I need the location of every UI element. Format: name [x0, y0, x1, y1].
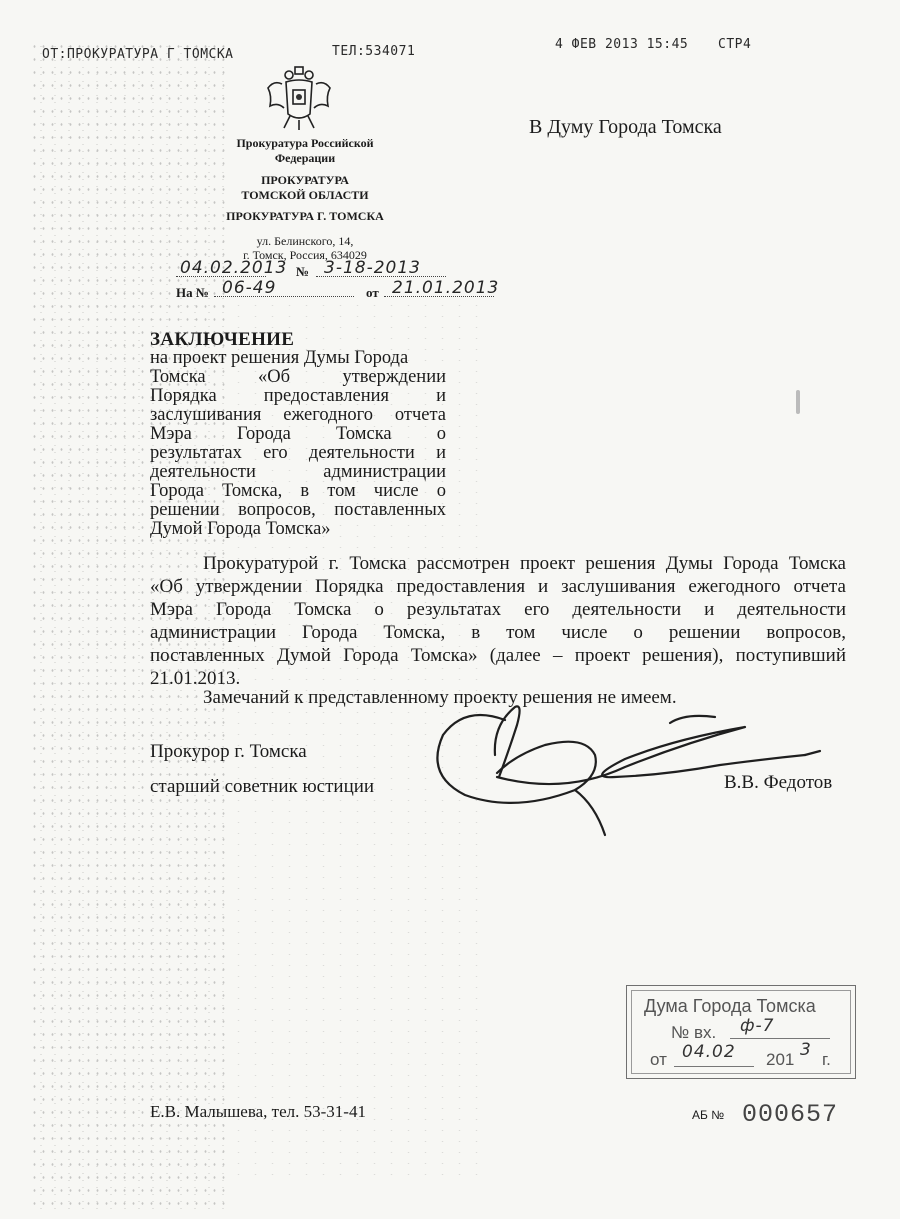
outgoing-number-sign: № — [296, 264, 310, 279]
coat-of-arms-icon — [264, 66, 334, 132]
signature-icon — [425, 695, 875, 845]
conclusion-line: заслушивания ежегодного отчета — [150, 405, 446, 425]
outgoing-number: 3-18-2013 — [324, 258, 421, 278]
stamp-in-label: № вх. — [671, 1023, 717, 1042]
signatory-position: Прокурор г. Томска — [150, 741, 307, 762]
paragraph-line: 21.01.2013. — [150, 668, 241, 689]
stamp-year-prefix: 201 — [766, 1050, 795, 1069]
fax-page: СТР4 — [718, 37, 752, 52]
conclusion-line: на проект решения Думы Города — [150, 348, 409, 368]
remark-line: Замечаний к представленному проекту решения не имеем. — [203, 687, 677, 708]
conclusion-line: Думой Города Томска» — [150, 519, 331, 539]
scan-artifact — [796, 390, 800, 414]
conclusion-title: ЗАКЛЮЧЕНИЕ — [150, 329, 295, 350]
stamp-year-g: г. — [822, 1050, 831, 1069]
serial-label: АБ № — [692, 1108, 725, 1122]
reply-date-underline — [384, 296, 494, 297]
conclusion-line: решении вопросов, поставленных — [150, 500, 446, 520]
conclusion-line: деятельности администрации — [150, 462, 446, 482]
conclusion-subject — [150, 349, 446, 539]
conclusion-line: Мэра Города Томска о — [150, 424, 446, 444]
fax-phone: ТЕЛ:534071 — [332, 44, 416, 59]
paragraph-line: администрации Города Томска, в том числе о решении вопросов, — [150, 622, 846, 643]
letterhead-line-3: ПРОКУРАТУРА — [261, 173, 349, 187]
outgoing-date-underline — [176, 276, 266, 277]
letterhead-line-4: ТОМСКОЙ ОБЛАСТИ — [241, 188, 369, 202]
signatory-name: В.В. Федотов — [724, 772, 833, 793]
reply-number-underline — [214, 296, 354, 297]
letterhead-line-2: Федерации — [274, 151, 336, 165]
fax-sender: ОТ:ПРОКУРАТУРА Г ТОМСКА — [42, 47, 234, 62]
conclusion-line: Города Томска, в том числе о — [150, 481, 446, 501]
executor-info: Е.В. Малышева, тел. 53-31-41 — [150, 1102, 366, 1121]
reply-number: 06-49 — [222, 278, 277, 298]
letterhead-address-1: ул. Белинского, 14, — [256, 234, 354, 248]
reply-date: 21.01.2013 — [392, 278, 500, 298]
conclusion-line: результатах его деятельности и — [150, 443, 446, 463]
reply-from-label: от — [366, 285, 379, 300]
outgoing-date: 04.02.2013 — [180, 258, 288, 278]
fax-datetime: 4 ФЕВ 2013 15:45 — [555, 37, 689, 52]
addressee: В Думу Города Томска — [529, 116, 722, 138]
reply-label: На № — [176, 285, 209, 300]
stamp-date-underline — [674, 1066, 754, 1067]
main-paragraph — [150, 552, 846, 690]
stamp-in-number: ф-7 — [740, 1016, 775, 1036]
letterhead-address-2: г. Томск, Россия, 634029 — [243, 248, 367, 262]
letterhead-line-5: ПРОКУРАТУРА Г. ТОМСКА — [226, 209, 384, 223]
paragraph-line: Прокуратурой г. Томска рассмотрен проект решения Думы Города Томска — [203, 553, 846, 574]
serial-number: 000657 — [742, 1100, 839, 1129]
conclusion-line: Порядка предоставления и — [150, 386, 446, 406]
stamp-org: Дума Города Томска — [644, 996, 816, 1016]
stamp-date: 04.02 — [682, 1042, 736, 1062]
stamp-date-label: от — [650, 1050, 667, 1069]
paragraph-line: Мэра Города Томска о результатах его деятельности и деятельности — [150, 599, 846, 620]
conclusion-line: Томска «Об утверждении — [150, 367, 446, 387]
paragraph-line: «Об утверждении Порядка предоставления и заслушивания ежегодного отчета — [150, 576, 846, 597]
stamp-in-underline — [730, 1038, 830, 1039]
paragraph-line: поставленных Думой Города Томска» (далее – проект решения), поступивший — [150, 645, 846, 666]
signatory-rank: старший советник юстиции — [150, 776, 375, 797]
stamp-year-suffix: 3 — [800, 1040, 812, 1060]
outgoing-number-underline — [316, 276, 446, 277]
letterhead-line-1: Прокуратура Российской — [236, 136, 374, 150]
